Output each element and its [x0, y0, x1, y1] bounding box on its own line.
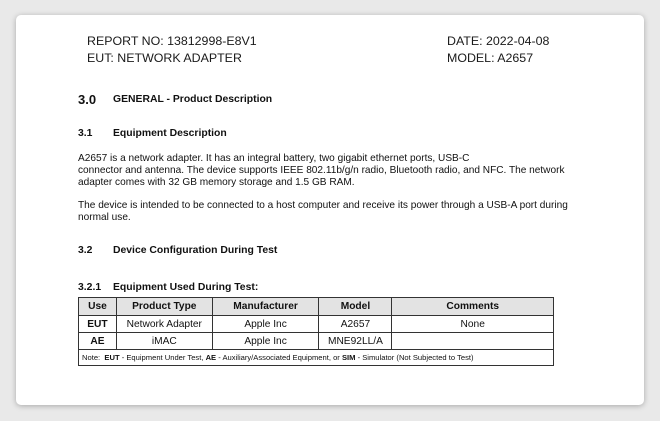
header-model: Model — [319, 298, 392, 316]
cell-product-type: iMAC — [116, 333, 212, 350]
note-prefix: Note: — [82, 353, 101, 362]
power-description-line-2: normal use. — [78, 212, 131, 223]
note-ae: AE — [205, 353, 217, 362]
cell-comments: None — [392, 316, 554, 333]
cell-use: AE — [79, 333, 117, 350]
section-3-1-number: 3.1 — [78, 128, 93, 139]
power-description-line-1: The device is intended to be connected to a host computer and receive its power through a USB-A port during — [78, 200, 568, 211]
table-header-row — [79, 298, 554, 316]
note-sim-desc: - Simulator (Not Subjected to Test) — [357, 353, 474, 362]
section-3-2-title: Device Configuration During Test — [113, 245, 278, 256]
note-sim: SIM — [341, 353, 356, 362]
report-number: REPORT NO: 13812998-E8V1 — [87, 34, 257, 48]
cell-use: EUT — [79, 316, 117, 333]
section-3-0-title: GENERAL - Product Description — [113, 94, 273, 105]
note-ae-desc: - Auxiliary/Associated Equipment, or — [218, 353, 340, 362]
table-row — [79, 316, 554, 333]
section-3-2-1-number: 3.2.1 — [78, 282, 102, 293]
section-3-1-title: Equipment Description — [113, 128, 227, 139]
header-product-type: Product Type — [116, 298, 212, 316]
section-3-0-number: 3.0 — [78, 92, 97, 107]
cell-comments — [392, 333, 554, 350]
model-number: MODEL: A2657 — [447, 51, 534, 65]
cell-manufacturer: Apple Inc — [212, 316, 319, 333]
cell-model: A2657 — [319, 316, 392, 333]
section-3-2-number: 3.2 — [78, 245, 93, 256]
header-use: Use — [79, 298, 117, 316]
header-comments: Comments — [392, 298, 554, 316]
eut-name: EUT: NETWORK ADAPTER — [87, 51, 242, 65]
table-row — [79, 333, 554, 350]
table-note — [79, 350, 554, 366]
equipment-description-line-1: A2657 is a network adapter. It has an integral battery, two gigabit ethernet ports, USB-C — [78, 153, 470, 164]
cell-manufacturer: Apple Inc — [212, 333, 319, 350]
report-date: DATE: 2022-04-08 — [447, 34, 550, 48]
equipment-description-line-3: adapter comes with 32 GB memory storage and 1.5 GB RAM. — [78, 177, 355, 188]
equipment-description-line-2: connector and antenna. The device supports IEEE 802.11b/g/n radio, Bluetooth radio, and NFC. The network — [78, 165, 565, 176]
section-3-2-1-title: Equipment Used During Test: — [113, 282, 259, 293]
cell-product-type: Network Adapter — [116, 316, 212, 333]
note-eut-desc: - Equipment Under Test, — [121, 353, 204, 362]
cell-model: MNE92LL/A — [319, 333, 392, 350]
note-eut: EUT — [104, 353, 120, 362]
header-manufacturer: Manufacturer — [212, 298, 319, 316]
equipment-table — [78, 297, 554, 366]
table-note-row — [79, 350, 554, 366]
